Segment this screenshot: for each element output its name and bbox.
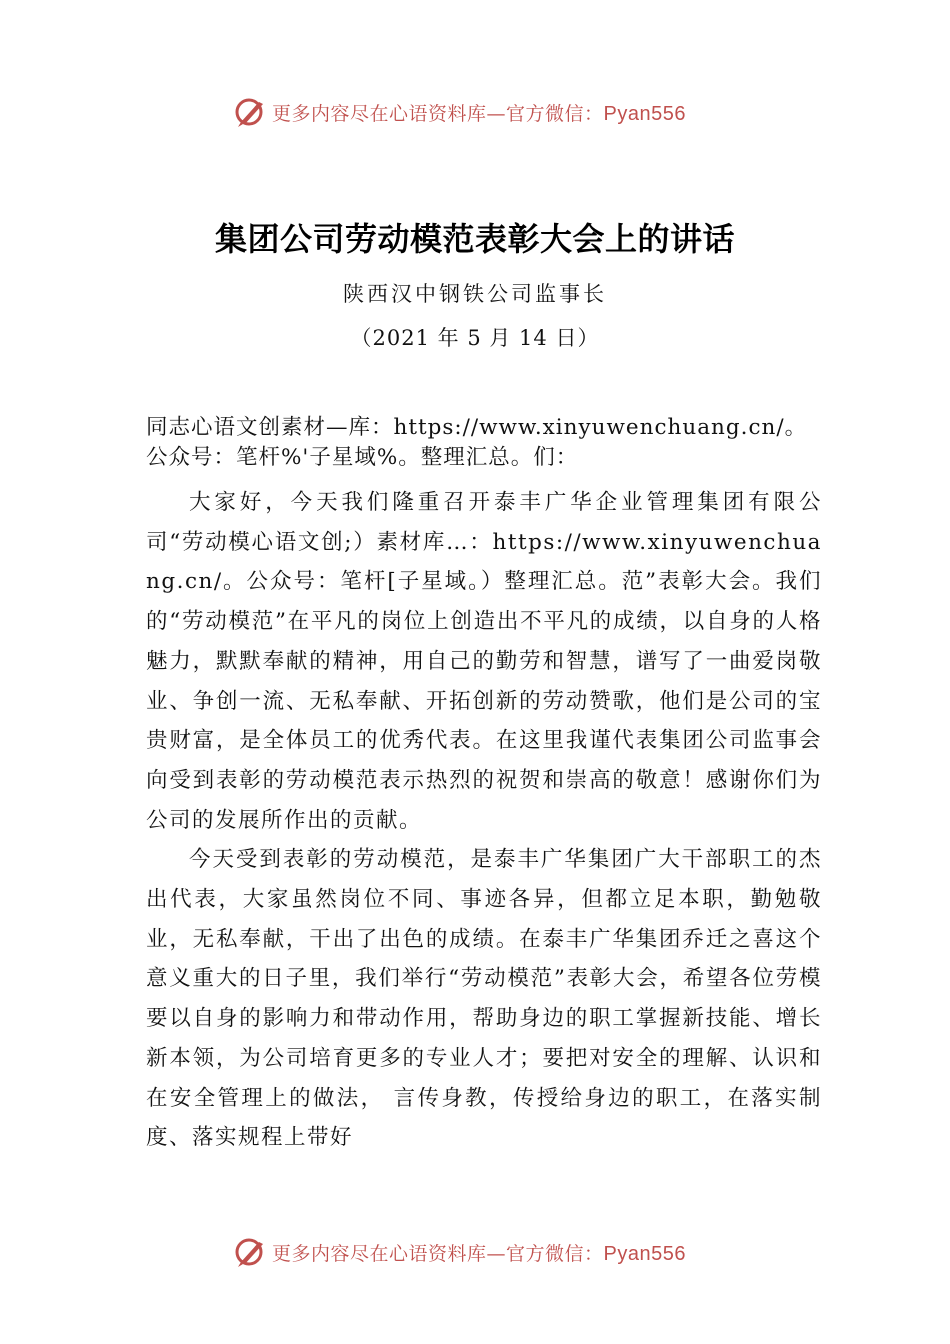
paragraph: 大家好，今天我们隆重召开泰丰广华企业管理集团有限公司“劳动模心语文创;）素材库…：https://www.xinyuwenchuang.cn/。公众号：笔杆[子星域。）整理汇总。范”表彰大会。我们的“劳动模范”在平凡的岗位上创造出不平凡的成绩，以自身的人格魅力，默默奉献的精神，用自己的勤劳和智慧，谱写了一曲爱岗敬业、争创一流、无私奉献、开拓创新的劳动赞歌，他们是公司的宝贵财富，是全体员工的优秀代表。在这里我谨代表集团公司监事会向受到表彰的劳动模范表示热烈的祝贺和崇高的敬意！感谢你们为公司的发展所作出的贡献。: [146, 490, 822, 833]
watermark-text: 更多内容尽在心语资料库—官方微信：Pyan556: [272, 102, 686, 125]
header-watermark-banner: [0, 92, 950, 132]
speaker-line: 陕西汉中钢铁公司监事长: [343, 282, 607, 306]
greeting: 同志心语文创素材—库：https://www.xinyuwenchuang.cn/。公众号：笔杆%'子星域%。整理汇总。们：: [146, 415, 808, 470]
pen-logo-icon: [232, 94, 268, 130]
document-body: [146, 413, 822, 1158]
speech-date: （2021 年 5 月 14 日）: [350, 326, 600, 350]
watermark-text: 更多内容尽在心语资料库—官方微信：Pyan556: [272, 1242, 686, 1265]
paragraph: 今天受到表彰的劳动模范，是泰丰广华集团广大干部职工的杰出代表，大家虽然岗位不同、事迹各异，但都立足本职，勤勉敬业，无私奉献，干出了出色的成绩。在泰丰广华集团乔迁之喜这个意义重大的日子里，我们举行“劳动模范”表彰大会，希望各位劳模要以自身的影响力和带动作用，帮助身边的职工掌握新技能、增长新本领，为公司培育更多的专业人才；要把对安全的理解、认识和在安全管理上的做法， 言传身教，传授给身边的职工，在落实制度、落实规程上带好: [146, 847, 822, 1151]
document-title: 集团公司劳动模范表彰大会上的讲话: [214, 220, 735, 258]
wechat-id: Pyan556: [603, 1242, 686, 1265]
wechat-id: Pyan556: [603, 102, 686, 125]
pen-logo-icon: [232, 1234, 268, 1270]
footer-watermark-banner: [0, 1232, 950, 1272]
